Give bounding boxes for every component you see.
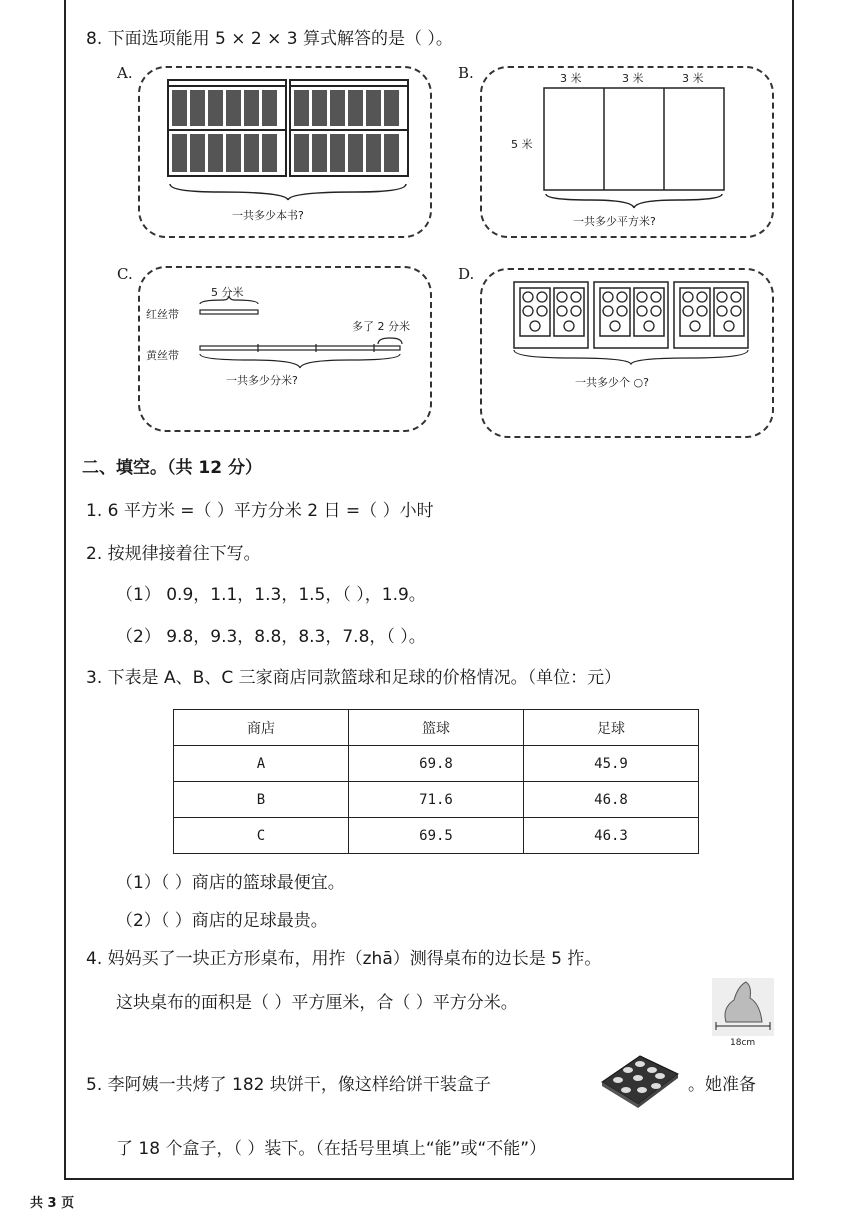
ribbon-diagram: [190, 296, 420, 376]
bookshelf-right: [290, 80, 408, 176]
cell-basketball: 69.5: [349, 818, 524, 854]
q1-text: 1. 6 平方米 =（ ）平方分米 2 日 =（ ）小时: [86, 501, 434, 521]
cell-football: 46.8: [524, 782, 699, 818]
brace: [170, 184, 406, 200]
table-row: [174, 818, 699, 854]
q5-line1-tail: 。她准备: [688, 1075, 756, 1095]
cell-store: B: [174, 782, 349, 818]
yellow-ribbon-label: 黄丝带: [146, 349, 179, 362]
q3-stem: 3. 下表是 A、B、C 三家商店同款篮球和足球的价格情况。（单位：元）: [86, 668, 622, 688]
option-c-extra-label: 多了 2 分米: [352, 320, 410, 333]
page-footer: 共 3 页: [30, 1196, 75, 1211]
cell-football: 46.3: [524, 818, 699, 854]
q3-sub1: （1）（ ）商店的篮球最便宜。: [116, 873, 345, 893]
option-b-top-label-1: 3 米: [560, 72, 582, 85]
option-a-question: 一共多少本书?: [232, 209, 304, 222]
q3-sub2: （2）（ ）商店的足球最贵。: [116, 911, 328, 931]
price-table: [173, 709, 699, 854]
cookie-box-illustration: [598, 1048, 680, 1108]
q2-stem: 2. 按规律接着往下写。: [86, 544, 261, 564]
cell-basketball: 71.6: [349, 782, 524, 818]
option-b-top-label-2: 3 米: [622, 72, 644, 85]
field-rectangle-illustration: [540, 84, 730, 194]
table-header-row: [174, 710, 699, 746]
bookshelf-left: [168, 80, 286, 176]
q2-sub2: （2） 9.8，9.3，8.8，8.3，7.8，（ ）。: [116, 627, 426, 647]
q5-line1: 5. 李阿姨一共烤了 182 块饼干，像这样给饼干装盒子: [86, 1075, 491, 1095]
header-store: 商店: [174, 710, 349, 746]
table-row: [174, 782, 699, 818]
yellow-ribbon: [200, 346, 400, 350]
option-a-label: A.: [117, 64, 133, 82]
option-d-label: D.: [458, 265, 475, 283]
option-d-question: 一共多少个 ○?: [575, 376, 649, 389]
option-b-question: 一共多少平方米?: [573, 215, 656, 228]
q4-line1: 4. 妈妈买了一块正方形桌布，用拃（zhā）测得桌布的边长是 5 拃。: [86, 949, 602, 969]
option-b-label: B.: [458, 64, 474, 82]
option-c-question: 一共多少分米?: [226, 374, 298, 387]
cell-basketball: 69.8: [349, 746, 524, 782]
hand-span-caption: 18cm: [730, 1038, 756, 1048]
hand-span-illustration: [712, 978, 774, 1036]
q5-line2: 了 18 个盒子，（ ）装下。（在括号里填上“能”或“不能”）: [116, 1139, 547, 1159]
option-c-label: C.: [117, 265, 133, 283]
red-ribbon: [200, 310, 258, 314]
q4-line2: 这块桌布的面积是（ ）平方厘米，合（ ）平方分米。: [116, 993, 518, 1013]
option-c-top-label: 5 分米: [211, 286, 244, 299]
header-basketball: 篮球: [349, 710, 524, 746]
table-row: [174, 746, 699, 782]
cell-football: 45.9: [524, 746, 699, 782]
q8-stem: 8. 下面选项能用 5 × 2 × 3 算式解答的是（ ）。: [86, 29, 453, 49]
red-ribbon-label: 红丝带: [146, 308, 179, 321]
section-2-title: 二、填空。（共 12 分）: [82, 458, 262, 478]
ball-boxes-illustration: [512, 280, 752, 365]
brace: [540, 192, 730, 212]
bookshelf-illustration: [150, 76, 420, 206]
header-football: 足球: [524, 710, 699, 746]
option-b-side-label: 5 米: [511, 138, 533, 151]
option-b-top-label-3: 3 米: [682, 72, 704, 85]
q2-sub1: （1） 0.9，1.1，1.3，1.5，（ ），1.9。: [116, 585, 426, 605]
cell-store: A: [174, 746, 349, 782]
cell-store: C: [174, 818, 349, 854]
